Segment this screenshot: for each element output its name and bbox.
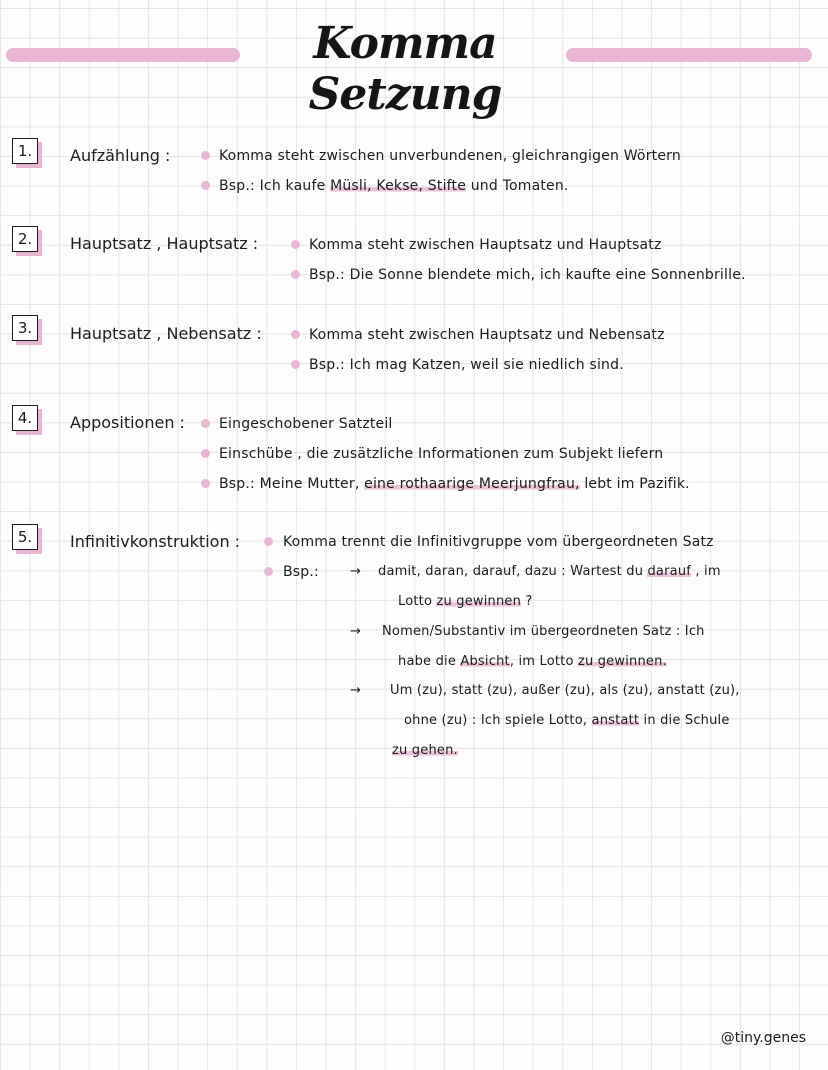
section-number-3: 3.	[12, 315, 38, 341]
section-5-example-1-line-1: damit, daran, darauf, dazu : Wartest du darauf , im	[378, 564, 721, 579]
section-5-example-2-line-2: habe die Absicht, im Lotto zu gewinnen.	[398, 654, 667, 669]
section-4-line-3: Bsp.: Meine Mutter, eine rothaarige Meerjungfrau, lebt im Pazifik.	[219, 476, 690, 492]
arrow-icon: →	[350, 624, 361, 639]
highlight: Müsli, Kekse, Stifte	[330, 178, 467, 194]
bullet-dot	[264, 537, 273, 546]
section-heading-1: Aufzählung :	[70, 146, 171, 165]
section-number-2: 2.	[12, 226, 38, 252]
section-1-line-1: Komma steht zwischen unverbundenen, gleichrangigen Wörtern	[219, 148, 681, 164]
section-number-1: 1.	[12, 138, 38, 164]
section-heading-5: Infinitivkonstruktion :	[70, 532, 241, 551]
arrow-icon: →	[350, 683, 361, 698]
section-heading-4: Appositionen :	[70, 413, 185, 432]
section-2-line-1: Komma steht zwischen Hauptsatz und Hauptsatz	[309, 237, 662, 253]
highlight: eine rothaarige Meerjungfrau,	[364, 476, 580, 492]
section-2-line-2: Bsp.: Die Sonne blendete mich, ich kaufte eine Sonnenbrille.	[309, 267, 746, 283]
section-1-line-2: Bsp.: Ich kaufe Müsli, Kekse, Stifte und Tomaten.	[219, 178, 569, 194]
bullet-dot	[264, 567, 273, 576]
highlight: zu gewinnen.	[577, 654, 667, 669]
highlight: zu gehen.	[392, 743, 458, 758]
section-5-bsp-label: Bsp.:	[283, 564, 319, 580]
bullet-dot	[201, 181, 210, 190]
page-title: Komma Setzung	[308, 18, 502, 120]
highlight: darauf	[647, 564, 692, 579]
section-heading-3: Hauptsatz , Nebensatz :	[70, 324, 262, 343]
title-decoration-right	[566, 48, 812, 62]
section-5-example-3-line-3	[392, 741, 458, 761]
author-handle: @tiny.genes	[720, 1030, 806, 1046]
section-3-line-1: Komma steht zwischen Hauptsatz und Nebensatz	[309, 327, 665, 343]
highlight: anstatt	[591, 713, 640, 728]
bullet-dot	[201, 419, 210, 428]
section-3-line-2: Bsp.: Ich mag Katzen, weil sie niedlich sind.	[309, 357, 624, 373]
highlight: zu gewinnen	[436, 594, 522, 609]
arrow-icon: →	[350, 564, 361, 579]
bullet-dot	[291, 240, 300, 249]
section-4-line-2: Einschübe , die zusätzliche Informationen zum Subjekt liefern	[219, 446, 664, 462]
section-5-example-1-line-2: Lotto zu gewinnen ?	[398, 594, 533, 609]
bullet-dot	[201, 449, 210, 458]
bullet-dot	[291, 360, 300, 369]
section-5-example-3-line-1: Um (zu), statt (zu), außer (zu), als (zu), anstatt (zu),	[390, 683, 740, 698]
section-number-4: 4.	[12, 405, 38, 431]
section-5-example-3-line-2: ohne (zu) : Ich spiele Lotto, anstatt in die Schule	[404, 713, 730, 728]
section-heading-2: Hauptsatz , Hauptsatz :	[70, 234, 259, 253]
bullet-dot	[291, 270, 300, 279]
section-number-5: 5.	[12, 524, 38, 550]
section-4-line-1: Eingeschobener Satzteil	[219, 416, 393, 432]
highlight: Absicht	[460, 654, 510, 669]
section-5-example-2-line-1: Nomen/Substantiv im übergeordneten Satz : Ich	[382, 624, 705, 639]
bullet-dot	[201, 151, 210, 160]
bullet-dot	[201, 479, 210, 488]
section-5-line-1: Komma trennt die Infinitivgruppe vom übergeordneten Satz	[283, 534, 714, 550]
bullet-dot	[291, 330, 300, 339]
title-decoration-left	[6, 48, 240, 62]
